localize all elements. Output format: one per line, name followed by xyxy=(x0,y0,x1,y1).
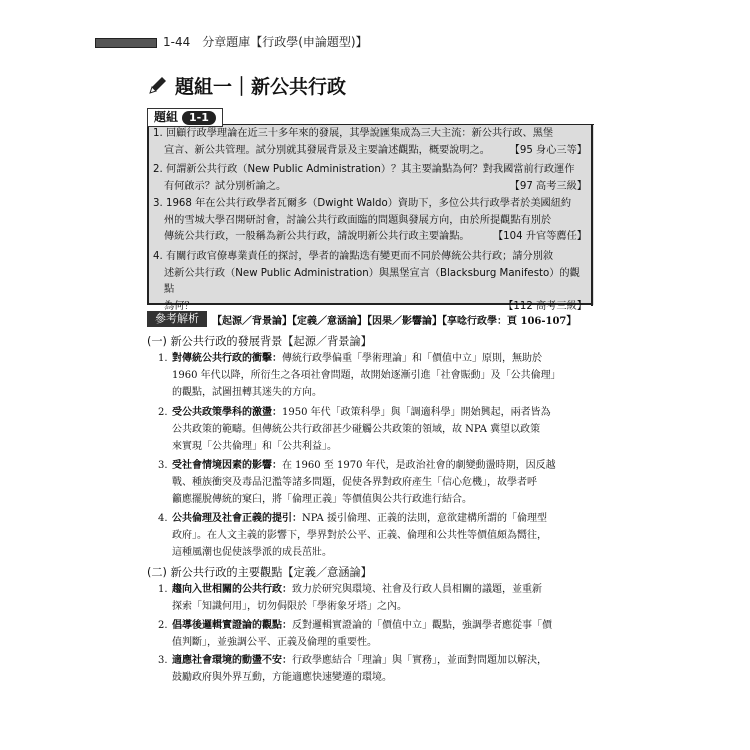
question-line: 4. 有關行政官僚專業責任的探討，學者的論點迭有變更而不同於傳統公共行政；請分別敘 xyxy=(153,251,554,262)
question-line: 宣言、新公共管理。試分別就其發展背景及主要論述觀點，概要說明之。 【95 身心三等】 xyxy=(153,143,587,160)
question-source: 【104 升官等薦任】 xyxy=(493,231,587,242)
page-header: 1-44 分章題庫【行政學(申論題型)】 xyxy=(163,35,368,49)
page-title: 題組一｜新公共行政 xyxy=(175,76,347,98)
list-item: 4. 公共倫理及社會正義的提引：NPA 援引倫理、正義的法則，意欲建構所謂的「倫理型 政府」。在人文主義的影響下，學界對於公平、正義、倫理和公共性等價值頗為嚮往， 這種風潮也促使該學派的成長茁壯。 xyxy=(158,513,547,559)
group-tag xyxy=(147,108,223,127)
reference-keywords: 【起源／背景論】【定義／意涵論】【因果／影響論】【享唸行政學：頁 106-107】 xyxy=(212,316,577,327)
question-1 xyxy=(153,126,587,159)
question-line: 為何？ 【112 高考三級】 xyxy=(153,299,587,316)
group-number: 1-1 xyxy=(182,111,216,125)
list-item: 3. 受社會情境因素的影響：在 1960 至 1970 年代，是政治社會的劇變動盪時期，因反越 戰、種族衝突及毒品氾濫等諸多問題，促使各界對政府產生「信心危機」，故學者呼 籲應擺脫傳統的窠臼，將「倫理正義」等價值與公共行政進行結合。 xyxy=(158,460,556,506)
question-line: 2. 何謂新公共行政（New Public Administration）？其主要論點為何？對我國當前行政運作 xyxy=(153,164,575,175)
question-line: 述新公共行政（New Public Administration）與黑堡宣言（Blacksburg Manifesto）的觀點 xyxy=(164,267,580,295)
section-heading: (二) 新公共行政的主要觀點【定義／意涵論】 xyxy=(147,566,372,579)
reference-label: 參考解析 xyxy=(147,311,207,327)
question-line: 3. 1968 年在公共行政學者瓦爾多（Dwight Waldo）資助下，多位公共行政學者於美國紐約 xyxy=(153,198,572,209)
question-2 xyxy=(153,162,587,195)
question-source: 【95 身心三等】 xyxy=(509,144,587,156)
list-item: 2. 倡導後邏輯實證論的觀點：反對邏輯實證論的「價值中立」觀點，強調學者應從事「價 值判斷」，並強調公平、正義及倫理的重要性。 xyxy=(158,620,552,649)
pencil-icon xyxy=(147,74,169,96)
group-label: 題組 xyxy=(154,110,179,124)
list-item: 3. 適應社會環境的動盪不安：行政學應結合「理論」與「實務」，並面對問題加以解決， 鼓勵政府與外界互動，方能適應快速變遷的環境。 xyxy=(158,655,547,684)
question-line: 州的雪城大學召開研討會，討論公共行政面臨的問題與發展方向，由於所提觀點有別於 xyxy=(164,214,552,226)
question-line: 有何啟示？試分別析論之。 【97 高考三級】 xyxy=(153,179,587,196)
question-3 xyxy=(153,196,587,246)
section-heading: (一) 新公共行政的發展背景【起源／背景論】 xyxy=(147,335,372,348)
question-box-shadow-right xyxy=(591,124,593,306)
list-item: 2. 受公共政策學科的激盪：1950 年代「政策科學」與「調適科學」開始興起，兩者皆為 公共政策的範疇。但傳統公共行政卻甚少碰觸公共政策的領域，故 NPA 冀望以政策 來實現「公共倫理」和「公共利益」。 xyxy=(158,407,551,453)
question-source: 【97 高考三級】 xyxy=(509,180,587,192)
question-line: 1. 回顧行政學理論在近三十多年來的發展，其學說匯集成為三大主流：新公共行政、黑堡 xyxy=(153,128,554,139)
question-source: 【112 高考三級】 xyxy=(503,300,587,312)
header-bar xyxy=(95,38,157,48)
list-item: 1. 對傳統公共行政的衝擊：傳統行政學偏重「學術理論」和「價值中立」原則，無助於 1960 年代以降，所衍生之各項社會問題，故開始逐漸引進「社會賑動」及「公共倫理」 的觀點，試圖扭轉其迷失的方向。 xyxy=(158,353,561,399)
question-line: 傳統公共行政，一般稱為新公共行政，請說明新公共行政主要論點。 【104 升官等薦任】 xyxy=(153,229,587,246)
question-4 xyxy=(153,249,587,315)
list-item: 1. 趨向入世相關的公共行政：致力於研究與環境、社會及行政人員相關的議題，並重新 探索「知識何用」，切勿侷限於「學術象牙塔」之內。 xyxy=(158,584,542,613)
